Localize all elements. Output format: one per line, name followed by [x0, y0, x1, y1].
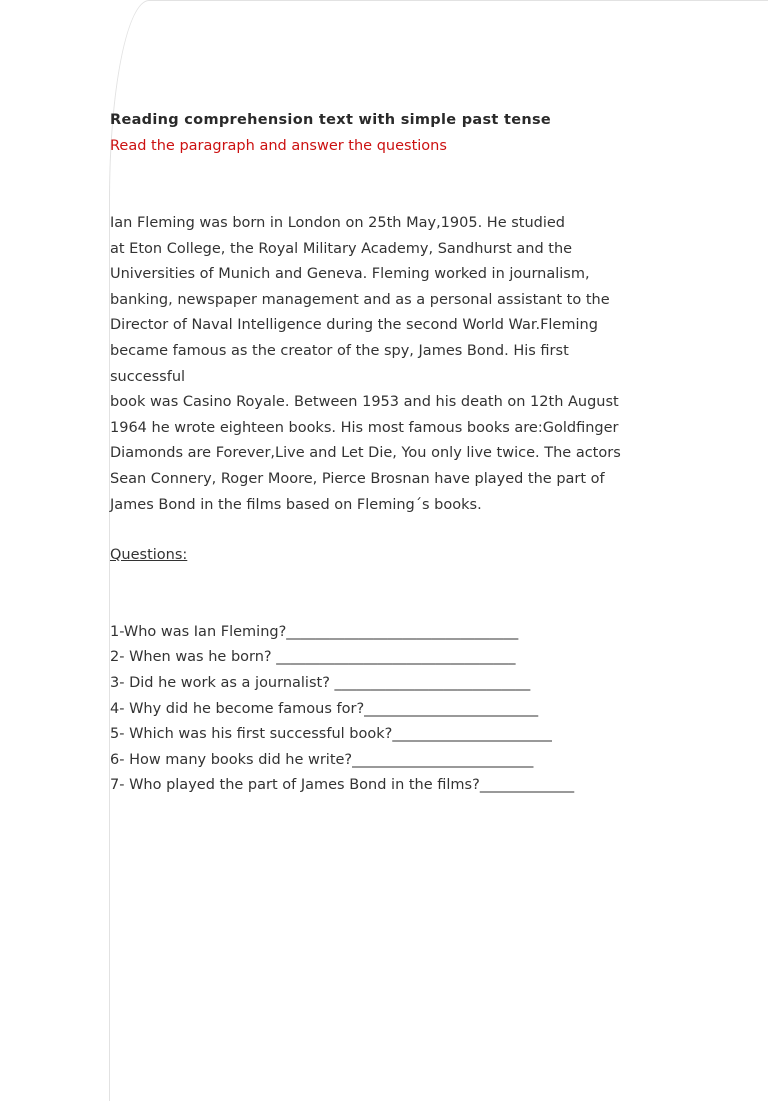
questions-heading: Questions:: [110, 547, 188, 564]
answer-blank: ______________________: [392, 726, 552, 743]
paragraph-line: book was Casino Royale. Between 1953 and his death on 12th August: [110, 394, 619, 411]
paragraph-line: James Bond in the films based on Fleming´s books.: [110, 496, 482, 513]
answer-blank: ________________________________: [286, 623, 519, 640]
paragraph-line: successful: [110, 368, 186, 385]
paragraph-line: Ian Fleming was born in London on 25th May,1905. He studied: [110, 215, 566, 231]
paragraph-line: 1964 he wrote eighteen books. His most famous books are:Goldfinger: [110, 419, 619, 436]
answer-blank: ________________________: [364, 700, 539, 717]
worksheet-title: Reading comprehension text with simple past tense: [110, 112, 552, 128]
worksheet: [110, 108, 670, 799]
reading-paragraph: [110, 211, 670, 518]
question-item: [110, 722, 670, 748]
question-item: [110, 620, 670, 646]
answer-blank: _________________________________: [276, 649, 516, 666]
answer-blank: _________________________: [352, 751, 534, 768]
question-item: [110, 671, 670, 697]
question-item: [110, 697, 670, 723]
paragraph-line: became famous as the creator of the spy, James Bond. His first: [110, 342, 569, 359]
question-text: 7- Who played the part of James Bond in the films?: [110, 777, 480, 794]
question-item: [110, 645, 670, 671]
answer-blank: ___________________________: [334, 674, 531, 691]
question-text: 3- Did he work as a journalist?: [110, 674, 335, 691]
paragraph-line: Diamonds are Forever,Live and Let Die, You only live twice. The actors: [110, 445, 621, 462]
question-item: [110, 773, 670, 799]
paragraph-line: at Eton College, the Royal Military Academy, Sandhurst and the: [110, 240, 573, 257]
question-text: 1-Who was Ian Fleming?: [110, 623, 287, 640]
question-text: 4- Why did he become famous for?: [110, 700, 365, 717]
question-text: 6- How many books did he write?: [110, 751, 353, 768]
question-text: 2- When was he born?: [110, 649, 277, 666]
answer-blank: _____________: [479, 777, 575, 794]
paragraph-line: Sean Connery, Roger Moore, Pierce Brosnan have played the part of: [110, 470, 605, 487]
question-text: 5- Which was his first successful book?: [110, 726, 393, 743]
question-list: [110, 620, 670, 799]
worksheet-instruction: Read the paragraph and answer the questions: [110, 138, 447, 154]
paragraph-line: banking, newspaper management and as a personal assistant to the: [110, 291, 610, 308]
paragraph-line: Director of Naval Intelligence during the second World War.Fleming: [110, 317, 598, 334]
question-item: [110, 748, 670, 774]
paragraph-line: Universities of Munich and Geneva. Fleming worked in journalism,: [110, 266, 590, 283]
